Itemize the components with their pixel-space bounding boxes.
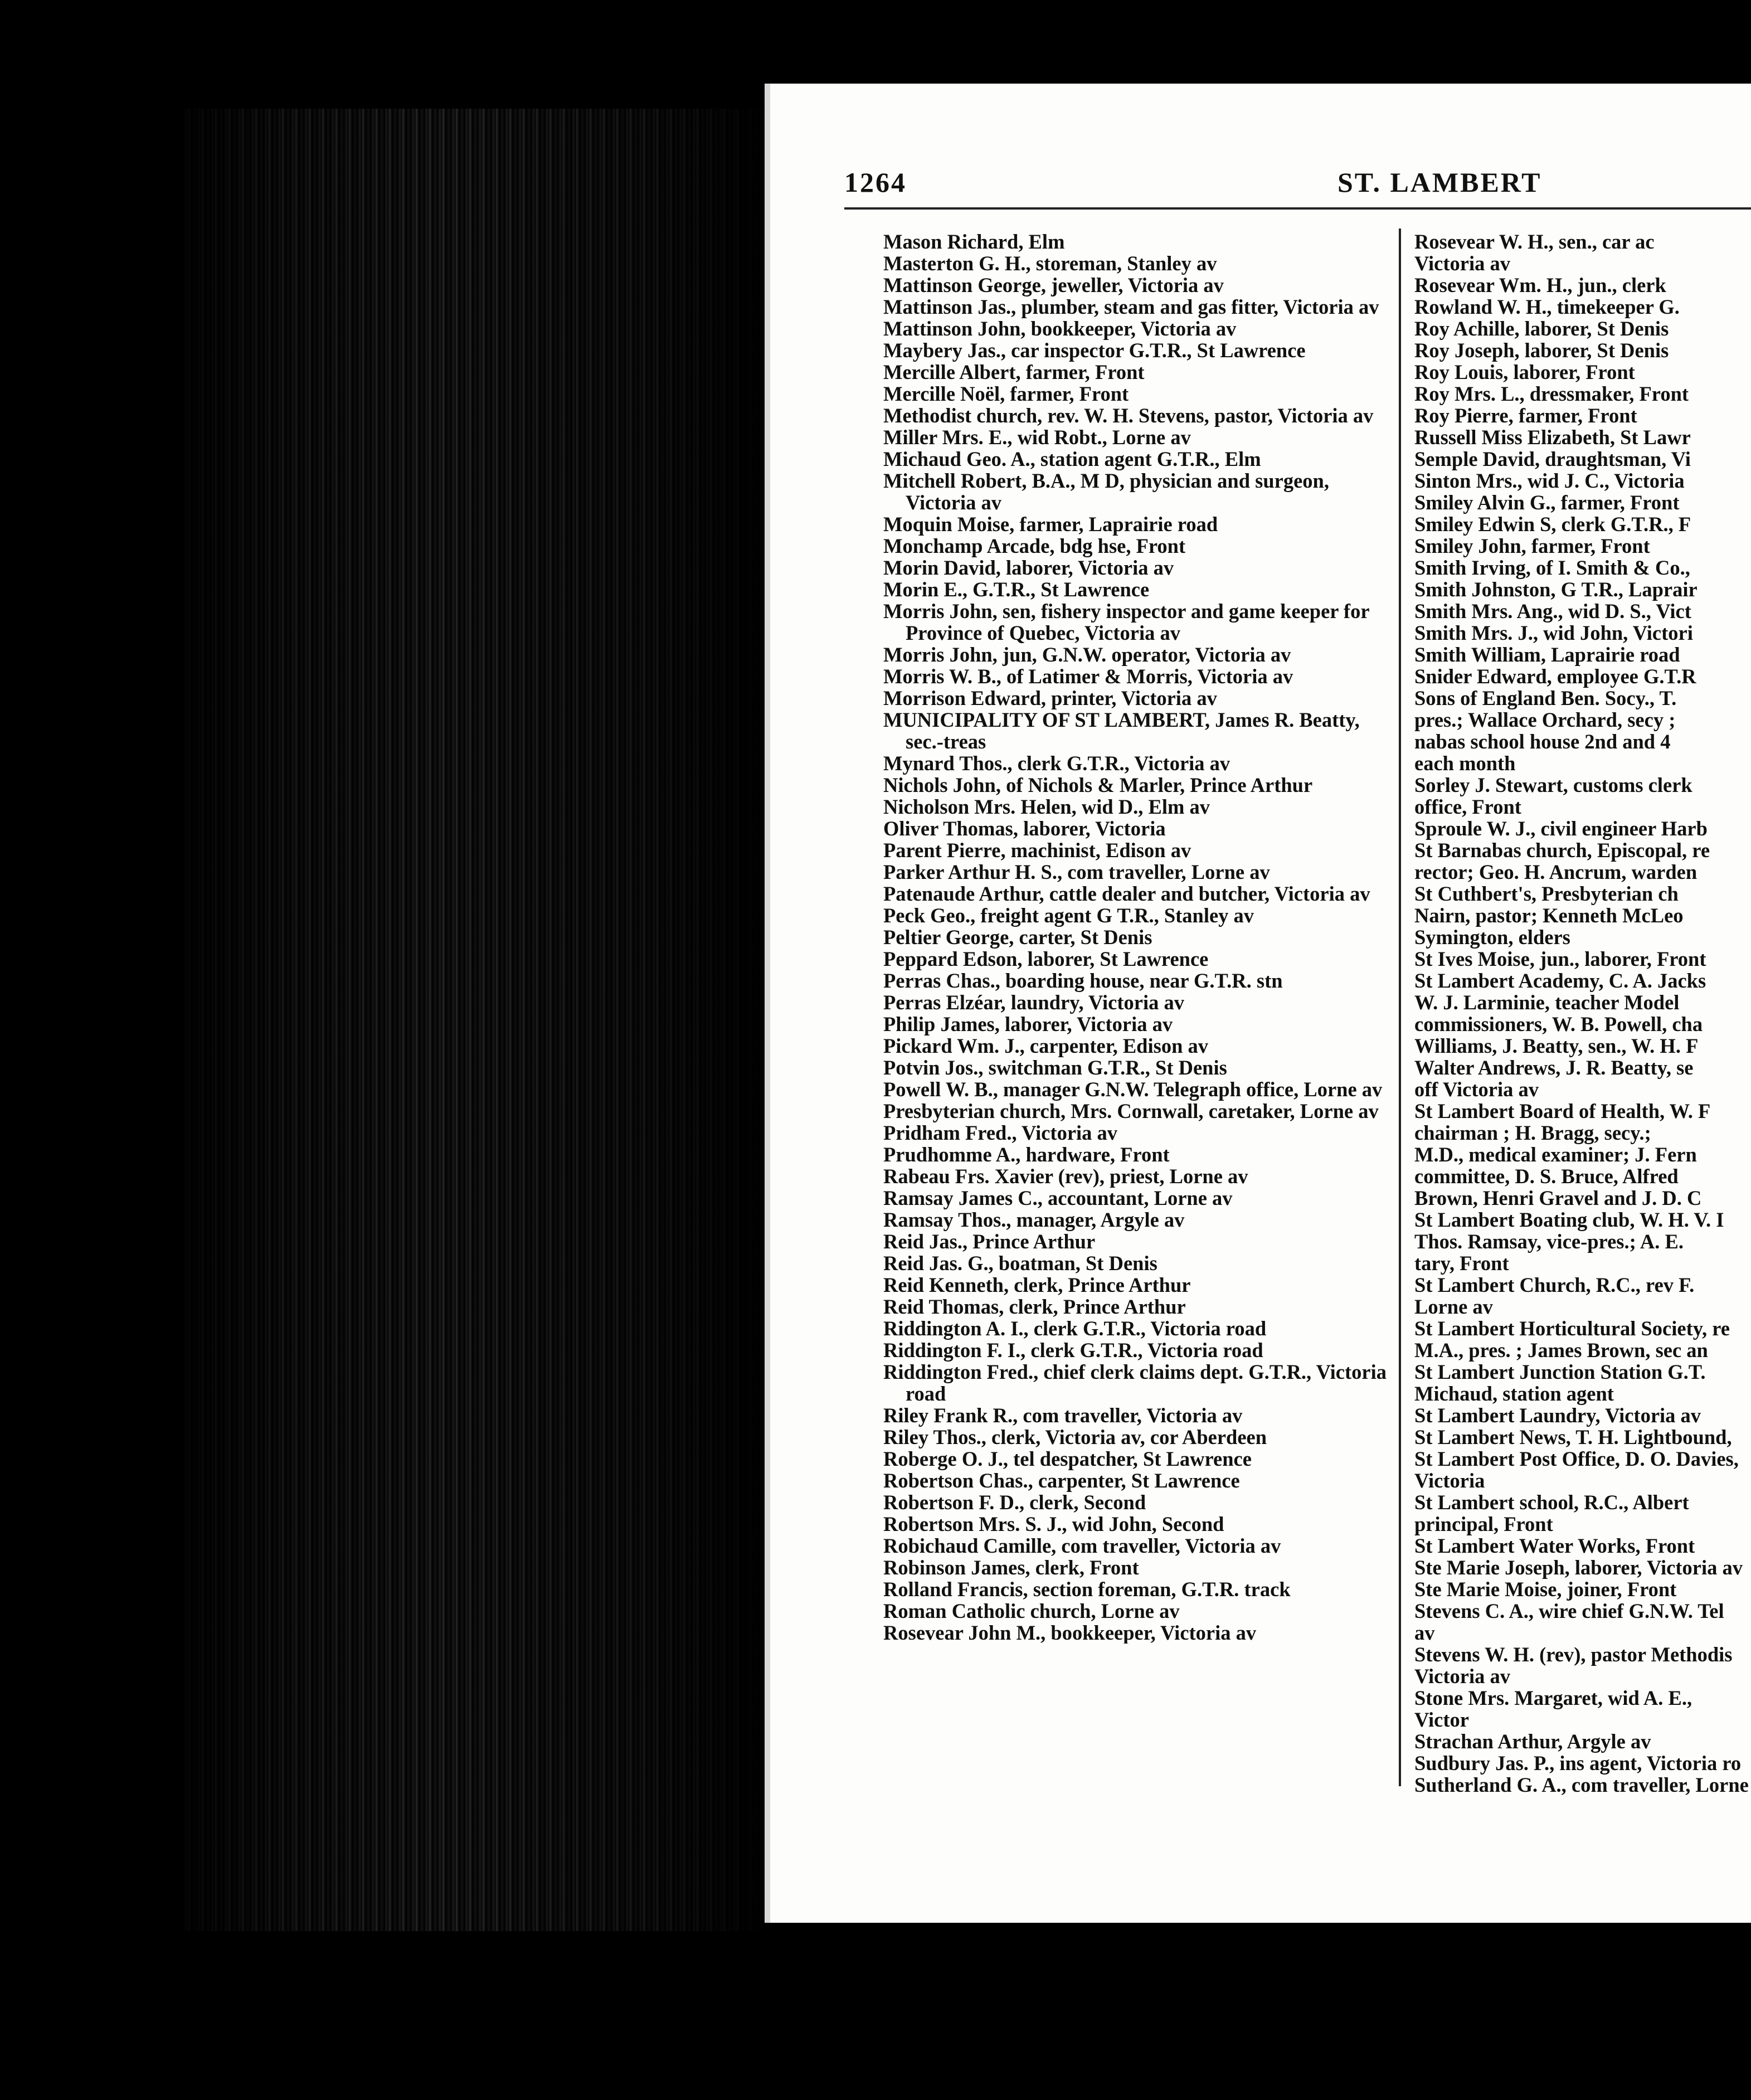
directory-entry: Mattinson John, bookkeeper, Victoria av: [883, 317, 1237, 340]
directory-entry: Nichols John, of Nichols & Marler, Prince Arthur: [883, 774, 1313, 796]
directory-entry: Ste Marie Moise, joiner, Front: [1414, 1578, 1677, 1601]
directory-entry: Roy Achille, laborer, St Denis: [1414, 317, 1669, 340]
book-spine-shadow: [184, 109, 763, 1931]
directory-entry: Ramsay James C., accountant, Lorne av: [883, 1187, 1233, 1209]
directory-entry: St Lambert Horticultural Society, re M.A., pres. ; James Brown, sec an: [1414, 1317, 1730, 1362]
directory-entry: Morris John, sen, fishery inspector and game keeper for Province of Quebec, Victoria av: [883, 600, 1369, 644]
directory-entry: Prudhomme A., hardware, Front: [883, 1143, 1170, 1166]
directory-entry: Riddington Fred., chief clerk claims dept. G.T.R., Victoria road: [883, 1360, 1387, 1405]
directory-entry: St Lambert Junction Station G.T. Michaud, station agent: [1414, 1360, 1706, 1405]
directory-entry: Patenaude Arthur, cattle dealer and butcher, Victoria av: [883, 882, 1370, 905]
directory-entry: Roy Mrs. L., dressmaker, Front: [1414, 382, 1689, 405]
directory-entry: Sproule W. J., civil engineer Harb: [1414, 817, 1708, 840]
directory-entry: Oliver Thomas, laborer, Victoria: [883, 817, 1166, 840]
directory-entry: Morin David, laborer, Victoria av: [883, 556, 1174, 579]
directory-entry: Masterton G. H., storeman, Stanley av: [883, 252, 1217, 275]
directory-entry: Smith William, Laprairie road: [1414, 643, 1680, 666]
directory-entry: MUNICIPALITY OF ST LAMBERT, James R. Beatty, sec.-treas: [883, 708, 1360, 753]
directory-entry: St Cuthbert's, Presbyterian ch Nairn, pastor; Kenneth McLeo Symington, elders: [1414, 882, 1684, 949]
directory-entry: Reid Kenneth, clerk, Prince Arthur: [883, 1273, 1191, 1296]
directory-entry: Smith Mrs. Ang., wid D. S., Vict: [1414, 600, 1691, 623]
directory-entry: Stone Mrs. Margaret, wid A. E., Victor: [1414, 1686, 1692, 1731]
directory-entry: Miller Mrs. E., wid Robt., Lorne av: [883, 426, 1191, 449]
directory-entry: Semple David, draughtsman, Vi: [1414, 448, 1691, 470]
directory-entry: Maybery Jas., car inspector G.T.R., St Lawrence: [883, 339, 1306, 362]
directory-entry: Smiley Alvin G., farmer, Front: [1414, 491, 1680, 514]
directory-entry: Pridham Fred., Victoria av: [883, 1121, 1118, 1144]
directory-entry: Parker Arthur H. S., com traveller, Lorne av: [883, 861, 1270, 883]
directory-entry: Roy Pierre, farmer, Front: [1414, 404, 1637, 427]
directory-entry: Roy Joseph, laborer, St Denis: [1414, 339, 1669, 362]
directory-entry: Stevens C. A., wire chief G.N.W. Tel av: [1414, 1600, 1724, 1644]
directory-entry: Rosevear W. H., sen., car ac Victoria av: [1414, 231, 1655, 275]
directory-entry: Perras Chas., boarding house, near G.T.R. stn: [883, 969, 1283, 992]
directory-entry: Stevens W. H. (rev), pastor Methodis Victoria av: [1414, 1643, 1733, 1688]
directory-entry: Powell W. B., manager G.N.W. Telegraph office, Lorne av: [883, 1078, 1383, 1101]
directory-entry: Riley Frank R., com traveller, Victoria av: [883, 1404, 1243, 1427]
directory-entry: Smith Irving, of I. Smith & Co.,: [1414, 556, 1690, 579]
directory-entry: Mattinson Jas., plumber, steam and gas fitter, Victoria av: [883, 295, 1379, 318]
directory-entry: Riley Thos., clerk, Victoria av, cor Aberdeen: [883, 1426, 1267, 1448]
directory-entry: St Lambert school, R.C., Albert principal, Front: [1414, 1491, 1689, 1535]
directory-entry: Robertson Chas., carpenter, St Lawrence: [883, 1469, 1240, 1492]
directory-entry: Rosevear John M., bookkeeper, Victoria av: [883, 1621, 1257, 1644]
column-divider: [1399, 229, 1401, 1786]
directory-entry: St Lambert Laundry, Victoria av: [1414, 1404, 1701, 1427]
directory-entry: Sutherland G. A., com traveller, Lorne: [1414, 1773, 1749, 1796]
directory-entry: Sorley J. Stewart, customs clerk office, Front: [1414, 774, 1692, 818]
directory-entry: Morin E., G.T.R., St Lawrence: [883, 578, 1150, 601]
directory-entry: Methodist church, rev. W. H. Stevens, pastor, Victoria av: [883, 404, 1374, 427]
directory-entry: St Lambert Water Works, Front: [1414, 1534, 1695, 1557]
directory-entry: Rabeau Frs. Xavier (rev), priest, Lorne av: [883, 1165, 1248, 1188]
page-number: 1264: [844, 167, 907, 198]
directory-entry: Potvin Jos., switchman G.T.R., St Denis: [883, 1056, 1227, 1079]
directory-entry: Michaud Geo. A., station agent G.T.R., Elm: [883, 448, 1261, 470]
running-title: ST. LAMBERT: [1337, 167, 1542, 198]
directory-entry: Mattinson George, jeweller, Victoria av: [883, 274, 1224, 296]
directory-entry: Smiley Edwin S, clerk G.T.R., F: [1414, 513, 1691, 536]
directory-entry: Mason Richard, Elm: [883, 231, 1065, 253]
directory-entry: Smith Johnston, G T.R., Laprair: [1414, 578, 1698, 601]
directory-entry: Russell Miss Elizabeth, St Lawr: [1414, 426, 1691, 449]
directory-entry: Robinson James, clerk, Front: [883, 1556, 1139, 1579]
directory-entry: Robichaud Camille, com traveller, Victoria av: [883, 1534, 1281, 1557]
directory-entry: Morris John, jun, G.N.W. operator, Victoria av: [883, 643, 1291, 666]
directory-entry: Strachan Arthur, Argyle av: [1414, 1730, 1651, 1753]
directory-entry: St Lambert Board of Health, W. F chairman ; H. Bragg, secy.; M.D., medical examiner; J. Fern committee, D. S. Bruce, Alfred Brown, Henri Gravel and J. D. C: [1414, 1100, 1711, 1209]
directory-entry: St Barnabas church, Episcopal, re rector; Geo. H. Ancrum, warden: [1414, 839, 1710, 883]
directory-entry: Philip James, laborer, Victoria av: [883, 1013, 1173, 1036]
directory-entry: Riddington A. I., clerk G.T.R., Victoria road: [883, 1317, 1267, 1340]
directory-entry: St Lambert Boating club, W. H. V. I Thos. Ramsay, vice-pres.; A. E. tary, Front: [1414, 1208, 1724, 1275]
directory-entry: Perras Elzéar, laundry, Victoria av: [883, 991, 1184, 1014]
directory-entry: Roberge O. J., tel despatcher, St Lawrence: [883, 1447, 1252, 1470]
directory-entry: Pickard Wm. J., carpenter, Edison av: [883, 1034, 1209, 1057]
directory-entry: Presbyterian church, Mrs. Cornwall, caretaker, Lorne av: [883, 1100, 1379, 1122]
directory-entry: Mynard Thos., clerk G.T.R., Victoria av: [883, 752, 1230, 775]
directory-entry: Moquin Moise, farmer, Laprairie road: [883, 513, 1218, 536]
directory-entry: Snider Edward, employee G.T.R: [1414, 665, 1696, 688]
directory-entry: Sons of England Ben. Socy., T. pres.; Wallace Orchard, secy ; nabas school house 2nd and 4 each month: [1414, 687, 1677, 775]
header-rule: [844, 207, 1751, 210]
directory-entry: Riddington F. I., clerk G.T.R., Victoria road: [883, 1339, 1263, 1362]
directory-entry: Peppard Edson, laborer, St Lawrence: [883, 947, 1209, 970]
directory-entry: St Lambert News, T. H. Lightbound,: [1414, 1426, 1732, 1448]
directory-entry: Reid Jas., Prince Arthur: [883, 1230, 1096, 1253]
directory-entry: Monchamp Arcade, bdg hse, Front: [883, 534, 1186, 557]
directory-entry: Robertson Mrs. S. J., wid John, Second: [883, 1513, 1224, 1535]
directory-entry: Mercille Noël, farmer, Front: [883, 382, 1129, 405]
directory-entry: Ramsay Thos., manager, Argyle av: [883, 1208, 1185, 1231]
directory-entry: Robertson F. D., clerk, Second: [883, 1491, 1146, 1514]
directory-entry: St Ives Moise, jun., laborer, Front: [1414, 947, 1706, 970]
directory-entry: Sudbury Jas. P., ins agent, Victoria ro: [1414, 1752, 1742, 1775]
directory-entry: Smith Mrs. J., wid John, Victori: [1414, 621, 1693, 644]
directory-entry: Mercille Albert, farmer, Front: [883, 361, 1145, 383]
directory-entry: Parent Pierre, machinist, Edison av: [883, 839, 1191, 862]
directory-entry: Peltier George, carter, St Denis: [883, 926, 1152, 949]
directory-entry: Nicholson Mrs. Helen, wid D., Elm av: [883, 795, 1210, 818]
directory-entry: St Lambert Academy, C. A. Jacks W. J. Larminie, teacher Model commissioners, W. B. Powell, cha Williams, J. Beatty, sen., W. H. F Walter Andrews, J. R. Beatty, se off Victoria av: [1414, 969, 1706, 1101]
directory-entry: Mitchell Robert, B.A., M D, physician and surgeon, Victoria av: [883, 469, 1329, 514]
directory-entry: Morrison Edward, printer, Victoria av: [883, 687, 1217, 709]
directory-entry: Roman Catholic church, Lorne av: [883, 1600, 1180, 1622]
directory-entry: Reid Jas. G., boatman, St Denis: [883, 1252, 1157, 1275]
directory-entry: St Lambert Church, R.C., rev F. Lorne av: [1414, 1273, 1695, 1318]
directory-entry: Roy Louis, laborer, Front: [1414, 361, 1635, 383]
directory-entry: St Lambert Post Office, D. O. Davies, Victoria: [1414, 1447, 1739, 1492]
directory-entry: Ste Marie Joseph, laborer, Victoria av: [1414, 1556, 1743, 1579]
directory-entry: Morris W. B., of Latimer & Morris, Victoria av: [883, 665, 1293, 688]
right-column: [1414, 231, 1751, 1797]
directory-entry: Reid Thomas, clerk, Prince Arthur: [883, 1295, 1186, 1318]
directory-entry: Rosevear Wm. H., jun., clerk: [1414, 274, 1666, 296]
directory-entry: Rolland Francis, section foreman, G.T.R. track: [883, 1578, 1291, 1601]
directory-entry: Smiley John, farmer, Front: [1414, 534, 1650, 557]
directory-entry: Rowland W. H., timekeeper G.: [1414, 295, 1680, 318]
left-column: [883, 231, 1390, 1644]
directory-entry: Peck Geo., freight agent G T.R., Stanley av: [883, 904, 1254, 927]
directory-entry: Sinton Mrs., wid J. C., Victoria: [1414, 469, 1685, 492]
